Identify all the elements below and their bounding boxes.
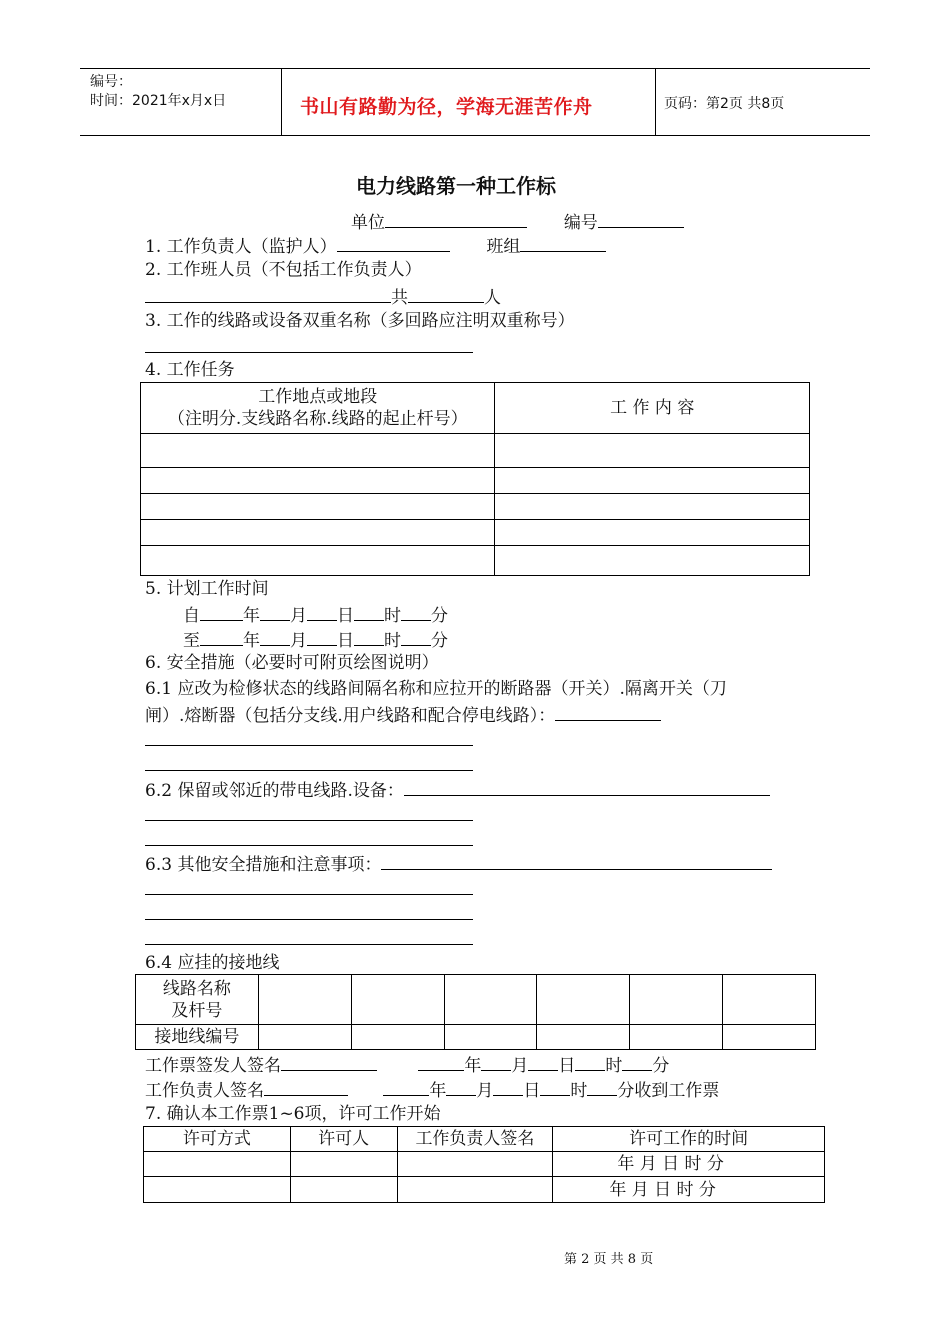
page-footer: 第 2 页 共 8 页	[564, 1252, 654, 1267]
item63-blank-line[interactable]	[145, 894, 473, 895]
task-cell[interactable]	[141, 546, 495, 576]
issuer-hour-blank[interactable]	[575, 1053, 605, 1071]
header-motto: 书山有路勤为径，学海无涯苦作舟	[300, 96, 593, 118]
item1-label: 1. 工作负责人（监护人）	[145, 237, 337, 257]
permit-table-header	[144, 1127, 825, 1152]
ground-wire-table	[135, 974, 816, 1050]
permit-cell[interactable]	[290, 1177, 397, 1203]
task-cell[interactable]	[141, 520, 495, 546]
month-label: 月	[290, 631, 307, 651]
item1-row	[145, 234, 606, 258]
item61-line2-row	[145, 703, 661, 727]
ground-cell[interactable]	[444, 975, 537, 1025]
item62-label: 6.2 保留或邻近的带电线路.设备：	[145, 781, 404, 801]
permit-col-leader-sign: 工作负责人签名	[397, 1127, 553, 1152]
schedule-from-row	[183, 603, 448, 627]
item3-label: 3. 工作的线路或设备双重名称（多回路应注明双重称号）	[145, 311, 575, 331]
issuer-day-blank[interactable]	[528, 1053, 558, 1071]
issuer-month-blank[interactable]	[481, 1053, 511, 1071]
table-row	[141, 520, 810, 546]
team-label: 班组	[486, 237, 521, 257]
from-day-blank[interactable]	[307, 603, 337, 621]
table-row	[136, 975, 816, 1025]
ground-cell[interactable]	[723, 975, 816, 1025]
task-cell[interactable]	[141, 434, 495, 468]
leader-blank[interactable]	[337, 234, 450, 252]
task-col-content: 工 作 内 容	[495, 383, 810, 434]
schedule-to-row	[183, 628, 448, 652]
task-cell[interactable]	[141, 468, 495, 494]
permit-cell[interactable]	[144, 1152, 291, 1177]
item63-blank-line[interactable]	[145, 919, 473, 920]
permit-table	[143, 1126, 825, 1203]
ground-cell[interactable]	[258, 975, 351, 1025]
unit-field-row	[351, 210, 684, 234]
table-row	[141, 494, 810, 520]
item62-blank-line[interactable]	[145, 845, 473, 846]
item2-label: 2. 工作班人员（不包括工作负责人）	[145, 260, 422, 280]
permit-col-method: 许可方式	[144, 1127, 291, 1152]
item63-row	[145, 852, 772, 876]
unit-label: 单位	[351, 213, 385, 233]
year-label: 年	[243, 606, 260, 626]
ground-row1-label	[136, 975, 259, 1025]
permit-col-permitter: 许可人	[290, 1127, 397, 1152]
day-label: 日	[523, 1081, 541, 1101]
month-label: 月	[290, 606, 307, 626]
header-number-label: 编号：	[90, 74, 132, 90]
item62-blank-line[interactable]	[145, 820, 473, 821]
leader-month-blank[interactable]	[446, 1078, 476, 1096]
year-label: 年	[464, 1056, 482, 1076]
issuer-year-blank[interactable]	[418, 1053, 464, 1071]
issuer-sign-label: 工作票签发人签名	[145, 1056, 281, 1076]
task-cell[interactable]	[141, 494, 495, 520]
number-label: 编号	[563, 213, 598, 233]
ground-cell[interactable]	[444, 1025, 537, 1050]
item61-blank[interactable]	[555, 703, 661, 721]
crew-count-blank[interactable]	[408, 285, 484, 303]
year-label: 年	[243, 631, 260, 651]
hour-label: 时	[570, 1081, 588, 1101]
day-label: 日	[337, 606, 354, 626]
hour-label: 时	[605, 1056, 623, 1076]
from-year-blank[interactable]	[200, 603, 243, 621]
permit-cell[interactable]	[397, 1177, 553, 1203]
total-label: 共	[391, 288, 408, 308]
task-col-location-line1: 工作地点或地段	[258, 387, 378, 407]
to-hour-blank[interactable]	[354, 628, 384, 646]
task-cell[interactable]	[495, 468, 810, 494]
item63-blank-line[interactable]	[145, 944, 473, 945]
month-label: 月	[511, 1056, 529, 1076]
item6-label: 6. 安全措施（必要时可附页绘图说明）	[145, 653, 439, 673]
table-row	[141, 434, 810, 468]
ground-cell[interactable]	[537, 975, 630, 1025]
leader-minute-blank[interactable]	[587, 1078, 617, 1096]
to-year-blank[interactable]	[200, 628, 243, 646]
item7-label: 7. 确认本工作票1~6项，许可工作开始	[145, 1104, 441, 1124]
to-minute-blank[interactable]	[401, 628, 431, 646]
to-month-blank[interactable]	[260, 628, 290, 646]
ground-row2-label: 接地线编号	[136, 1025, 259, 1050]
to-day-blank[interactable]	[307, 628, 337, 646]
to-label: 至	[183, 631, 200, 651]
issuer-sign-blank[interactable]	[281, 1053, 377, 1071]
ground-cell[interactable]	[630, 1025, 723, 1050]
item64-label: 6.4 应挂的接地线	[145, 953, 280, 973]
table-row	[144, 1177, 825, 1203]
item61-line1: 6.1 应改为检修状态的线路间隔名称和应拉开的断路器（开关）.隔离开关（刀	[145, 679, 727, 699]
unit-blank[interactable]	[385, 210, 527, 228]
table-row	[136, 1025, 816, 1050]
month-label: 月	[476, 1081, 494, 1101]
table-row	[141, 468, 810, 494]
task-cell[interactable]	[495, 494, 810, 520]
hour-label: 时	[384, 631, 401, 651]
issuer-sign-row	[145, 1053, 669, 1077]
table-row	[141, 546, 810, 576]
from-label: 自	[183, 606, 200, 626]
hour-label: 时	[384, 606, 401, 626]
minute-label: 分	[431, 631, 448, 651]
ground-cell[interactable]	[258, 1025, 351, 1050]
item61-blank-line[interactable]	[145, 770, 473, 771]
table-row	[144, 1152, 825, 1177]
permit-time-cell[interactable]: 年 月 日 时 分	[553, 1152, 825, 1177]
header-time-label: 时间：2021年x月x日	[90, 93, 227, 109]
task-cell[interactable]	[495, 520, 810, 546]
item63-label: 6.3 其他安全措施和注意事项：	[145, 855, 382, 875]
permit-col-time: 许可工作的时间	[553, 1127, 825, 1152]
task-cell[interactable]	[495, 546, 810, 576]
page-title: 电力线路第一种工作标	[356, 174, 556, 198]
from-hour-blank[interactable]	[354, 603, 384, 621]
ground-row1-label-line1: 线路名称	[162, 978, 231, 999]
permit-time-cell[interactable]: 年 月 日 时 分	[553, 1177, 825, 1203]
task-table-header	[141, 383, 810, 434]
ground-cell[interactable]	[537, 1025, 630, 1050]
item5-label: 5. 计划工作时间	[145, 579, 269, 599]
team-blank[interactable]	[520, 234, 606, 252]
ground-cell[interactable]	[723, 1025, 816, 1050]
item3-blank[interactable]	[145, 352, 473, 353]
item62-row	[145, 778, 770, 802]
task-cell[interactable]	[495, 434, 810, 468]
from-minute-blank[interactable]	[401, 603, 431, 621]
permit-cell[interactable]	[397, 1152, 553, 1177]
leader-hour-blank[interactable]	[540, 1078, 570, 1096]
ground-row1-label-line2: 及杆号	[171, 1000, 223, 1021]
task-col-location	[141, 383, 495, 434]
header-page-info: 页码：第2页 共8页	[664, 96, 785, 112]
ground-cell[interactable]	[630, 975, 723, 1025]
item4-label: 4. 工作任务	[145, 360, 235, 380]
task-col-location-line2: （注明分.支线路名称.线路的起止杆号）	[167, 409, 468, 429]
person-label: 人	[484, 288, 501, 308]
permit-cell[interactable]	[290, 1152, 397, 1177]
minute-label: 分	[652, 1056, 670, 1076]
item2-blank-row	[145, 285, 501, 309]
task-table	[140, 382, 810, 576]
minute-label: 分	[431, 606, 448, 626]
day-label: 日	[558, 1056, 576, 1076]
received-suffix: 分收到工作票	[617, 1081, 720, 1101]
leader-sign-label: 工作负责人签名	[145, 1081, 264, 1101]
item63-blank[interactable]	[381, 852, 772, 870]
leader-sign-blank[interactable]	[264, 1078, 348, 1096]
item61-blank-line[interactable]	[145, 745, 473, 746]
permit-cell[interactable]	[144, 1177, 291, 1203]
leader-year-blank[interactable]	[383, 1078, 429, 1096]
issuer-minute-blank[interactable]	[622, 1053, 652, 1071]
number-blank[interactable]	[598, 210, 684, 228]
ground-cell[interactable]	[351, 1025, 444, 1050]
item61-line2: 闸）.熔断器（包括分支线.用户线路和配合停电线路）：	[145, 706, 556, 726]
ground-cell[interactable]	[351, 975, 444, 1025]
leader-day-blank[interactable]	[493, 1078, 523, 1096]
item62-blank[interactable]	[404, 778, 770, 796]
leader-sign-row	[145, 1078, 719, 1102]
day-label: 日	[337, 631, 354, 651]
from-month-blank[interactable]	[260, 603, 290, 621]
year-label: 年	[429, 1081, 447, 1101]
crew-blank[interactable]	[145, 285, 391, 303]
